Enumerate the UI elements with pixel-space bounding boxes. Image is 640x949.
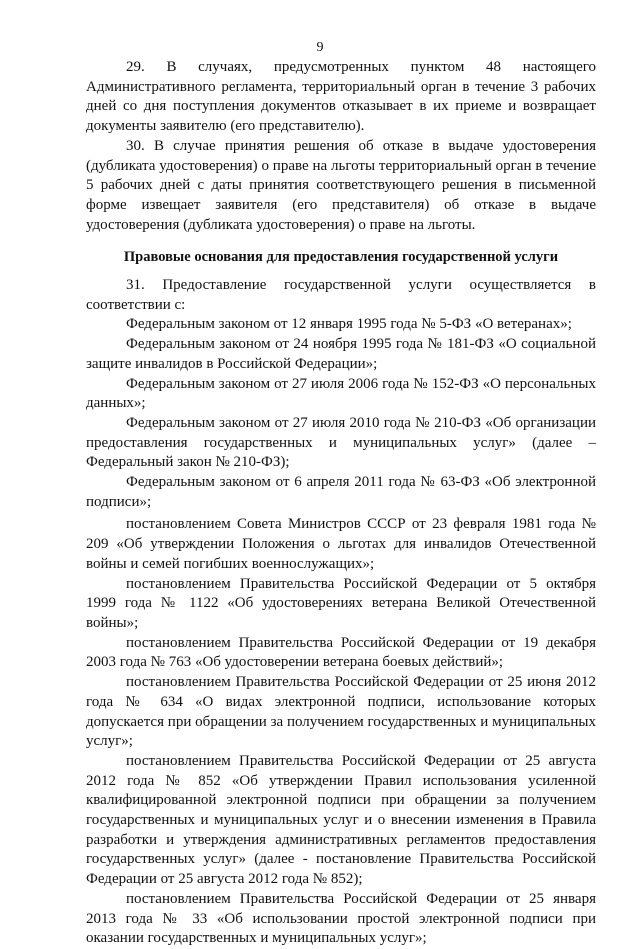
- legal-basis-item: Федеральным законом от 27 июля 2006 года № 152-ФЗ «О персональных данных»;: [86, 375, 596, 412]
- legal-basis-item: постановлением Правительства Российской Федерации от 25 июня 2012 года № 634 «О видах электронной подписи, использование которых допускается при обращении за получением государственных и муниципальных услуг»;: [86, 674, 596, 750]
- legal-basis-item: постановлением Правительства Российской Федерации от 25 января 2013 года № 33 «Об использовании простой электронной подписи при оказании государственных и муниципальных услуг»;: [86, 890, 596, 947]
- paragraph-30: 30. В случае принятия решения об отказе в выдаче удостоверения (дубликата удостоверения) о праве на льготы территориальный орган в течение 5 рабочих дней с даты принятия соответствующего решения в письменной форме извещает заявителя (его представителя) об отказе в выдаче удостоверения (дубликата удостоверения) о праве на льготы.: [86, 137, 596, 233]
- legal-basis-item: Федеральным законом от 24 ноября 1995 года № 181-ФЗ «О социальной защите инвалидов в Российской Федерации»;: [86, 336, 596, 372]
- document-body: [86, 58, 596, 949]
- legal-basis-item: постановлением Правительства Российской Федерации от 5 октября 1999 года № 1122 «Об удостоверениях ветерана Великой Отечественной войны»;: [86, 575, 596, 631]
- legal-basis-list: [86, 315, 596, 949]
- legal-basis-item: постановлением Правительства Российской Федерации от 25 августа 2012 года № 852 «Об утверждении Правил использования усиленной квалифицированной электронной подписи при обращении за получением государственных и муниципальных услуг и о внесении изменения в Правила разработки и утверждения административных регламентов предоставления государственных услуг» (далее - постановление Правительства Российской Федерации от 25 августа 2012 года № 852);: [86, 752, 596, 888]
- legal-basis-item: постановлением Правительства Российской Федерации от 19 декабря 2003 года № 763 «Об удостоверении ветерана боевых действий»;: [86, 634, 596, 671]
- legal-basis-item: Федеральным законом от 6 апреля 2011 года № 63-ФЗ «Об электронной подписи»;: [86, 474, 596, 510]
- legal-basis-item: Федеральным законом от 27 июля 2010 года № 210-ФЗ «Об организации предоставления государственных и муниципальных услуг» (далее – Федеральный закон № 210-ФЗ);: [86, 414, 596, 471]
- legal-basis-item: Федеральным законом от 12 января 1995 года № 5-ФЗ «О ветеранах»;: [126, 316, 572, 333]
- legal-basis-item: постановлением Совета Министров СССР от 23 февраля 1981 года № 209 «Об утверждении Положения о льготах для инвалидов Отечественной войны и семей погибших военнослужащих»;: [86, 516, 596, 572]
- paragraph-31-intro: 31. Предоставление государственной услуги осуществляется в соответствии с:: [86, 277, 596, 313]
- paragraph-29: 29. В случаях, предусмотренных пунктом 48 настоящего Административного регламента, территориальный орган в течение 3 рабочих дней со дня поступления документов отказывает в их приеме и возвращает документы заявителю (его представителю).: [86, 59, 596, 135]
- section-heading: Правовые основания для предоставления государственной услуги: [123, 249, 559, 266]
- page-number: 9: [316, 40, 324, 55]
